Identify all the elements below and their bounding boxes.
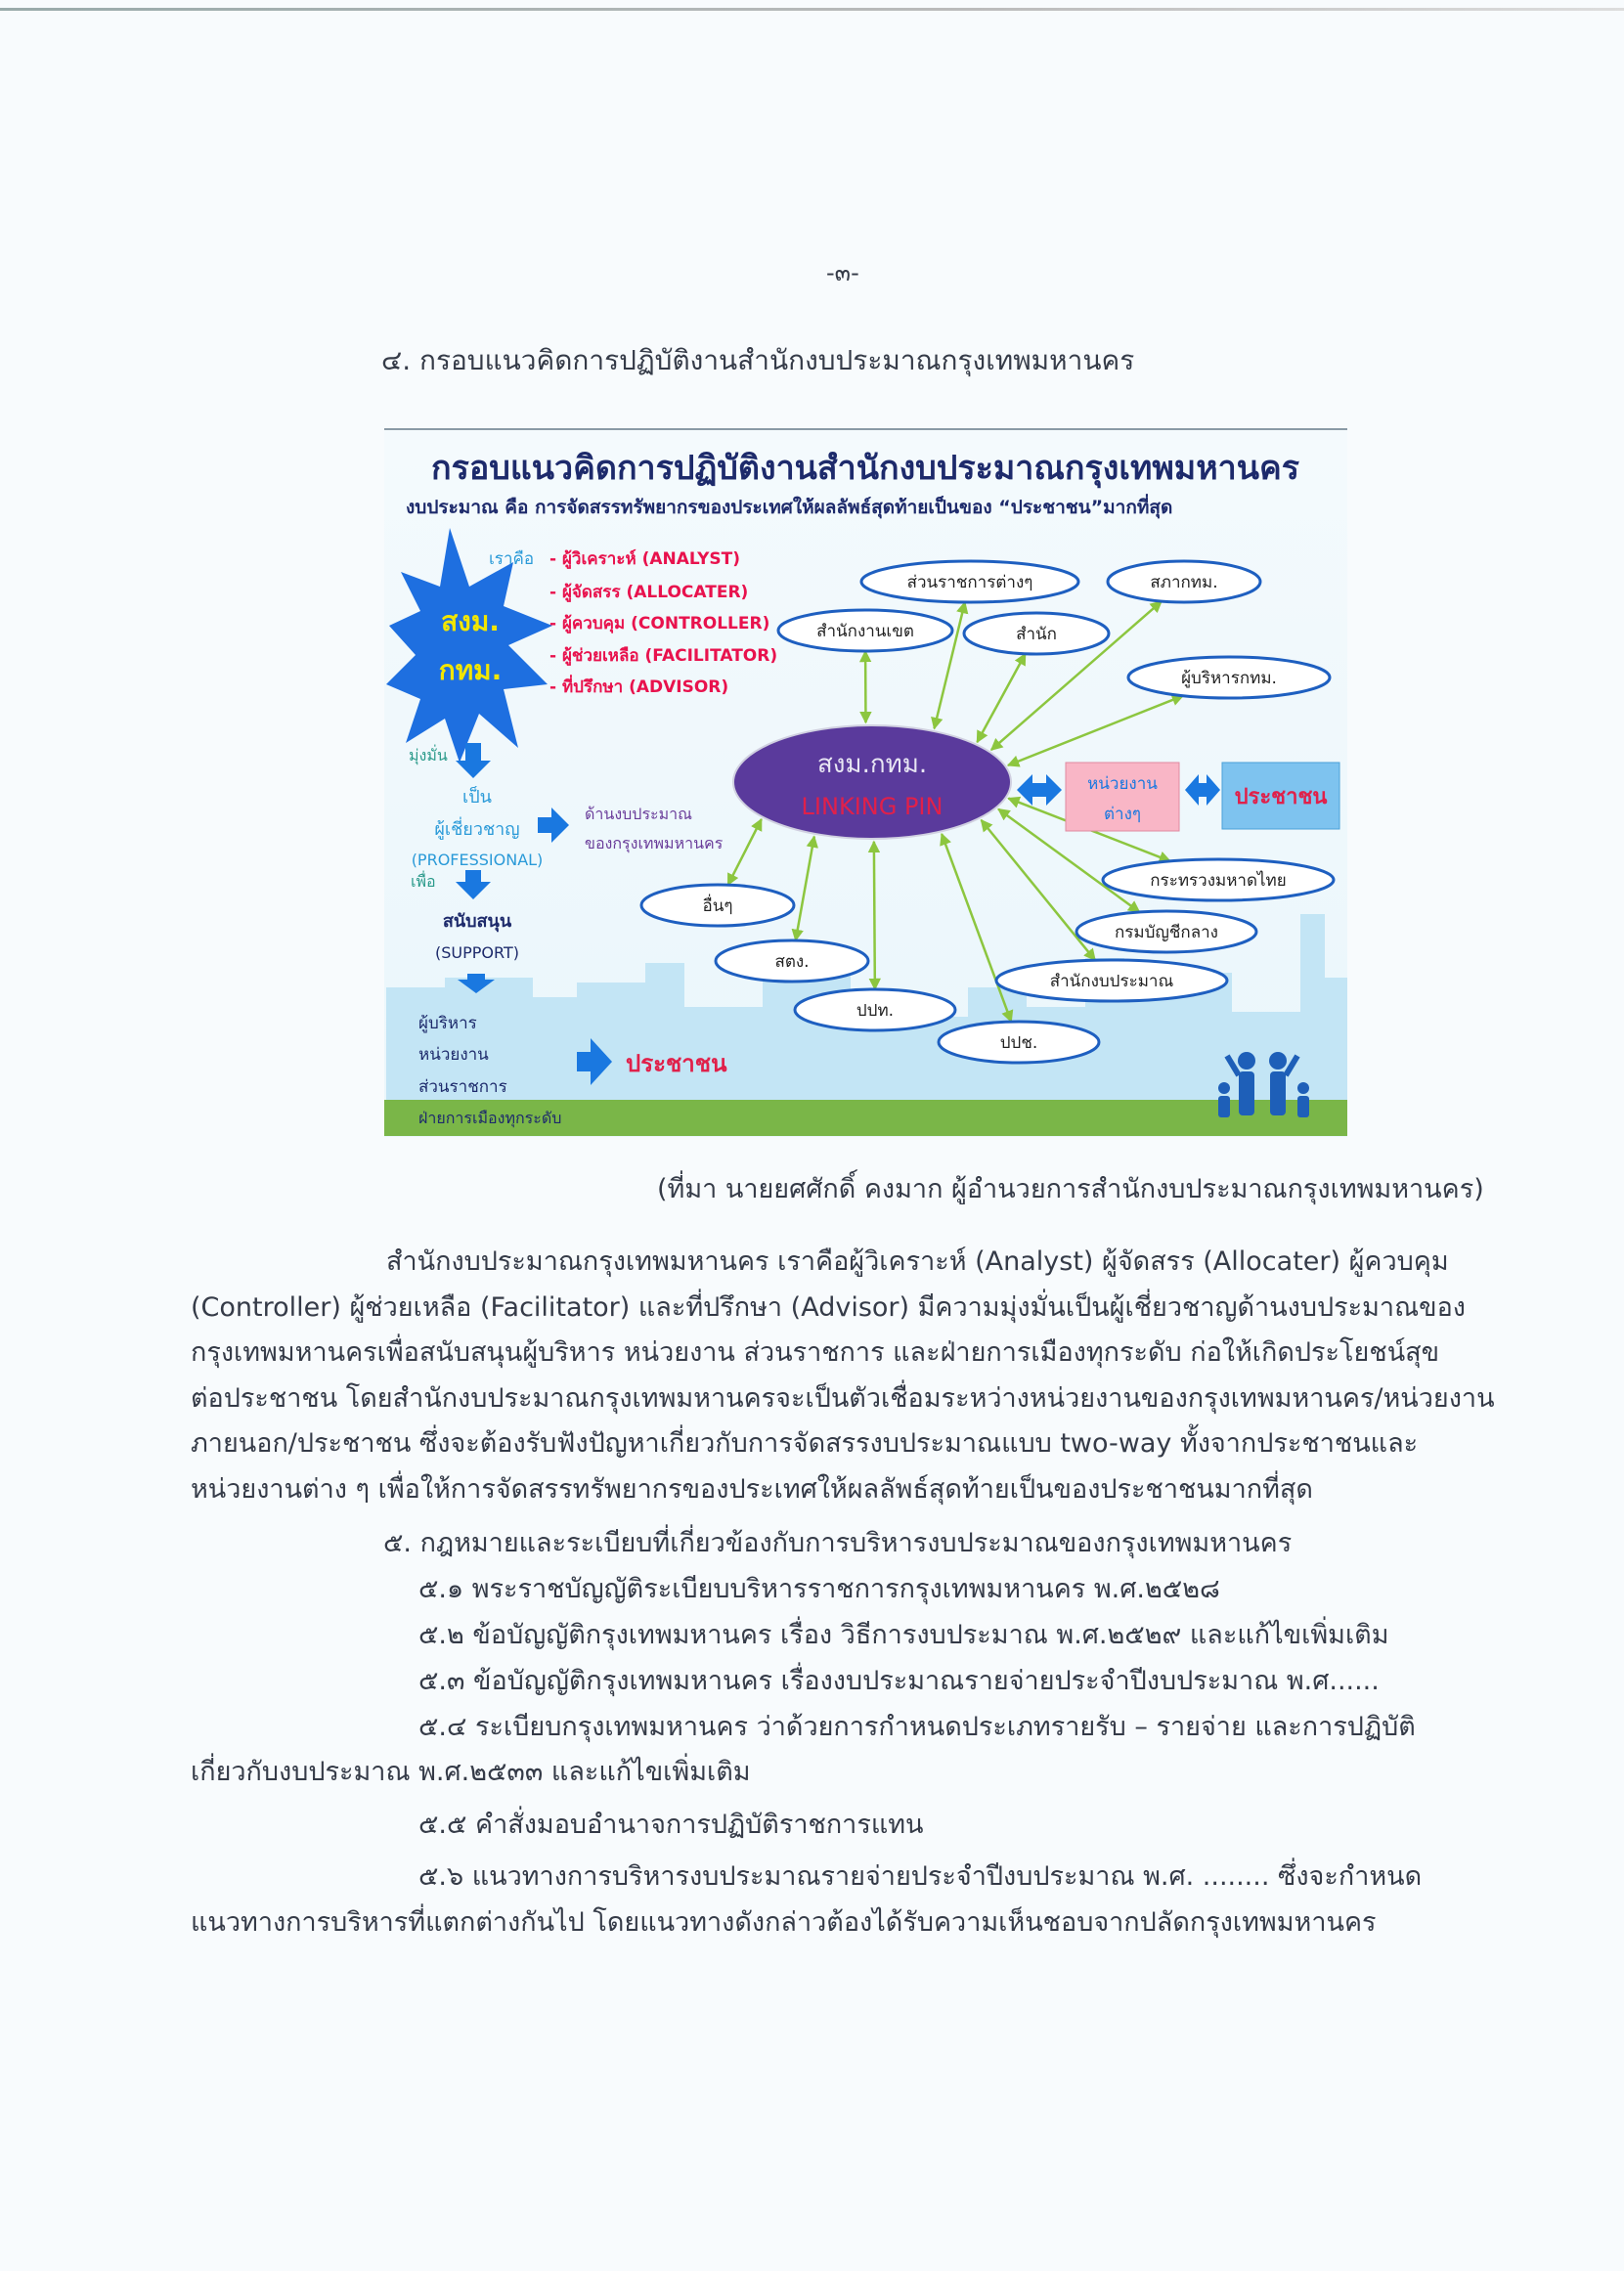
be-label: เป็น <box>462 787 492 808</box>
support-en-label: (SUPPORT) <box>435 943 519 962</box>
law-item: ๕.๕ คำสั่งมอบอำนาจการปฏิบัติราชการแทน <box>418 1810 924 1840</box>
law-item: แนวทางการบริหารที่แตกต่างกันไป โดยแนวทางดังกล่าวต้องได้รับความเห็นชอบจากปลัดกรุงเทพมหานคร <box>191 1907 1377 1938</box>
law-item: เกี่ยวกับงบประมาณ พ.ศ.๒๕๓๓ และแก้ไขเพิ่มเติม <box>191 1757 751 1787</box>
center-title: สงม.กทม. <box>816 750 928 779</box>
law-item: ๕.๔ ระเบียบกรุงเทพมหานคร ว่าด้วยการกำหนดประเภทรายรับ – รายจ่าย และการปฏิบัติ <box>418 1712 1416 1742</box>
budget-area-line2: ของกรุงเทพมหานคร <box>585 834 724 852</box>
paragraph-line: (Controller) ผู้ช่วยเหลือ (Facilitator) และที่ปรึกษา (Advisor) มีความมุ่งมั่นเป็นผู้เชี่ยวชาญด้านงบประมาณของ <box>191 1291 1466 1323</box>
node-label-nacc: ปปช. <box>999 1033 1038 1053</box>
law-item: ๕.๖ แนวทางการบริหารงบประมาณรายจ่ายประจำปีงบประมาณ พ.ศ. ........ ซึ่งจะกำหนด <box>418 1861 1423 1892</box>
linking-pin-ellipse <box>733 725 1011 839</box>
law-item: ๕.๓ ข้อบัญญัติกรุงเทพมหานคร เรื่องงบประมาณรายจ่ายประจำปีงบประมาณ พ.ศ...... <box>418 1666 1380 1696</box>
for-label: เพื่อ <box>411 872 436 891</box>
role-analyst: - ผู้วิเคราะห์ (ANALYST) <box>549 549 741 569</box>
target-agencies: หน่วยงาน <box>418 1045 489 1065</box>
agencies-box-line1: หน่วยงาน <box>1087 774 1158 794</box>
section-4-heading: ๔. กรอบแนวคิดการปฏิบัติงานสำนักงบประมาณกรุงเทพมหานคร <box>381 344 1135 376</box>
role-facilitator: - ผู้ช่วยเหลือ (FACILITATOR) <box>549 646 778 666</box>
people-box-label: ประชาชน <box>1234 785 1328 809</box>
paragraph-line: ภายนอก/ประชาชน ซึ่งจะต้องรับฟังปัญหาเกี่ยวกับการจัดสรรงบประมาณแบบ two-way ทั้งจากประชาชนและ <box>191 1428 1419 1459</box>
paragraph-line: หน่วยงานต่าง ๆ เพื่อให้การจัดสรรทรัพยากรของประเทศให้ผลลัพธ์สุดท้ายเป็นของประชาชนมากที่สุด <box>191 1473 1313 1505</box>
paragraph-line: ต่อประชาชน โดยสำนักงบประมาณกรุงเทพมหานครจะเป็นตัวเชื่อมระหว่างหน่วยงานของกรุงเทพมหานคร/หน่วยงาน <box>191 1382 1495 1414</box>
agencies-box-line2: ต่างๆ <box>1103 805 1142 824</box>
node-label-budget_bureau: สำนักงบประมาณ <box>1049 972 1174 991</box>
node-label-gov_units: ส่วนราชการต่างๆ <box>906 573 1033 592</box>
diagram-title: กรอบแนวคิดการปฏิบัติงานสำนักงบประมาณกรุงเทพมหานคร <box>431 449 1299 488</box>
node-label-council: สภากทม. <box>1150 573 1218 592</box>
node-label-others: อื่นๆ <box>702 896 733 916</box>
target-political: ฝ่ายการเมืองทุกระดับ <box>418 1109 562 1127</box>
star-text-1: สงม. <box>441 605 500 637</box>
star-text-2: กทม. <box>438 654 503 686</box>
node-label-district: สำนักงานเขต <box>816 622 914 641</box>
paragraph-line: กรุงเทพมหานครเพื่อสนับสนุนผู้บริหาร หน่วยงาน ส่วนราชการ และฝ่ายการเมืองทุกระดับ ก่อให้เกิดประโยชน์สุข <box>191 1337 1440 1368</box>
link-line-pacc <box>874 842 875 989</box>
support-th-label: สนับสนุน <box>442 911 512 932</box>
role-advisor: - ที่ปรึกษา (ADVISOR) <box>549 677 729 697</box>
law-item: ๕.๑ พระราชบัญญัติระเบียบบริหารราชการกรุงเทพมหานคร พ.ศ.๒๕๒๘ <box>418 1574 1220 1604</box>
node-label-bureau: สำนัก <box>1016 625 1057 644</box>
section-5-heading: ๕. กฎหมายและระเบียบที่เกี่ยวข้องกับการบริหารงบประมาณของกรุงเทพมหานคร <box>383 1528 1293 1558</box>
linking-pin-label: LINKING PIN <box>801 793 944 820</box>
diagram-caption: (ที่มา นายยศศักดิ์ คงมาก ผู้อำนวยการสำนักงบประมาณกรุงเทพมหานคร) <box>657 1174 1484 1204</box>
budget-area-line1: ด้านงบประมาณ <box>585 805 692 823</box>
page-number: -๓- <box>826 259 859 286</box>
node-label-audit: สตง. <box>774 952 810 972</box>
role-allocater: - ผู้จัดสรร (ALLOCATER) <box>549 583 749 602</box>
expert-label: ผู้เชี่ยวชาญ <box>434 819 520 840</box>
node-label-interior: กระทรวงมหาดไทย <box>1150 871 1287 891</box>
node-label-executives: ผู้บริหารกทม. <box>1181 669 1277 688</box>
professional-label: (PROFESSIONAL) <box>411 851 544 869</box>
diagram-subtitle: งบประมาณ คือ การจัดสรรทรัพยากรของประเทศให้ผลลัพธ์สุดท้ายเป็นของ “ประชาชน”มากที่สุด <box>406 497 1173 518</box>
we-are-label: เราคือ <box>489 549 535 569</box>
committed-label: มุ่งมั่น <box>409 746 448 764</box>
people-bottom-label: ประชาชน <box>626 1050 727 1077</box>
paragraph-line: สำนักงบประมาณกรุงเทพมหานคร เราคือผู้วิเคราะห์ (Analyst) ผู้จัดสรร (Allocater) ผู้ควบคุม <box>386 1246 1449 1277</box>
node-label-comptroller: กรมบัญชีกลาง <box>1114 923 1219 942</box>
node-label-pacc: ปปท. <box>856 1001 895 1021</box>
law-item: ๕.๒ ข้อบัญญัติกรุงเทพมหานคร เรื่อง วิธีการงบประมาณ พ.ศ.๒๕๒๙ และแก้ไขเพิ่มเติม <box>418 1620 1389 1650</box>
role-controller: - ผู้ควบคุม (CONTROLLER) <box>549 614 770 633</box>
target-gov-units: ส่วนราชการ <box>418 1077 507 1097</box>
target-executives: ผู้บริหาร <box>418 1014 477 1033</box>
